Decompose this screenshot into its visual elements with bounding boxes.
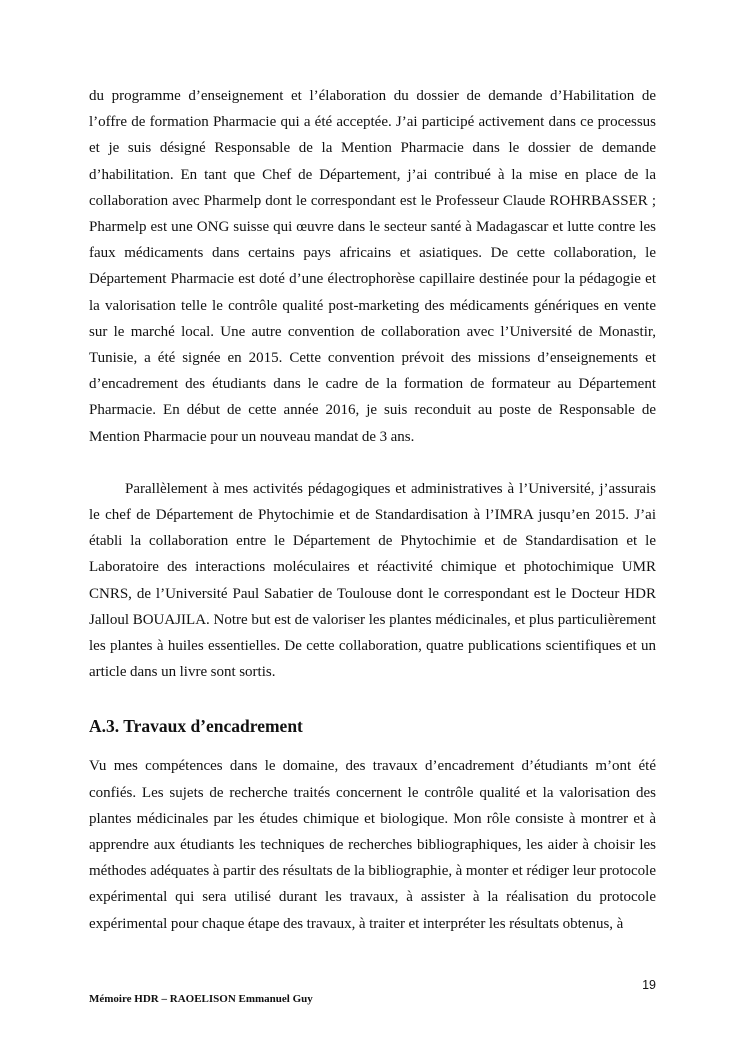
paragraph-pharmacie-collaboration: du programme d’enseignement et l’élaboration du dossier de demande d’Habilitation de l’offre de formation Pharmacie qui a été acceptée. J’ai participé activement dans ce processus et je suis désigné Responsable de la Mention Pharmacie dans le dossier de demande d’habilitation. En tant que Chef de Département, j’ai contribué à la mise en place de la collaboration avec Pharmelp dont le correspondant est le Professeur Claude ROHRBASSER ; Pharmelp est une ONG suisse qui œuvre dans le secteur santé à Madagascar et lutte contre les faux médicaments dans certains pays africains et asiatiques. De cette collaboration, le Département Pharmacie est doté d’une électrophorèse capillaire destinée pour la pédagogie et la valorisation telle le contrôle qualité post-marketing des médicaments génériques en vente sur le marché local. Une autre convention de collaboration avec l’Université de Monastir, Tunisie, a été signée en 2015. Cette convention prévoit des missions d’enseignements et d’encadrement des étudiants dans le cadre de la formation de formateur au Département Pharmacie. En début de cette année 2016, je suis reconduit au poste de Responsable de Mention Pharmacie pour un nouveau mandat de 3 ans.	[89, 88, 656, 445]
footer-title: Mémoire HDR – RAOELISON Emmanuel Guy	[89, 993, 313, 1005]
section-heading: A.3. Travaux d’encadrement	[89, 716, 303, 737]
paragraph-encadrement: Vu mes compétences dans le domaine, des travaux d’encadrement d’étudiants m’ont été confiés. Les sujets de recherche traités concernent le contrôle qualité et la valorisation des plantes médicinales par les études chimique et biologique. Mon rôle consiste à montrer et à apprendre aux étudiants les techniques de recherches bibliographiques, les aider à choisir les méthodes adéquates à partir des résultats de la bibliographie, à monter et rédiger leur protocole expérimental qui sera utilisé durant les travaux, à assister à la réalisation du protocole expérimental pour chaque étape des travaux, à traiter et interpréter les résultats obtenus, à	[89, 758, 656, 932]
page-number: 19	[642, 978, 656, 992]
page-content	[89, 83, 656, 937]
paragraph-phytochimie-collaboration: Parallèlement à mes activités pédagogiques et administratives à l’Université, j’assurais le chef de Département de Phytochimie et de Standardisation à l’IMRA jusqu’en 2015. J’ai établi la collaboration entre le Département de Phytochimie et de Standardisation et le Laboratoire des interactions moléculaires et réactivité chimique et photochimique UMR CNRS, de l’Université Paul Sabatier de Toulouse dont le correspondant est le Docteur HDR Jalloul BOUAJILA. Notre but est de valoriser les plantes médicinales, et plus particulièrement les plantes à huiles essentielles. De cette collaboration, quatre publications scientifiques et un article dans un livre sont sortis.	[89, 480, 656, 681]
paragraph-spacer	[89, 450, 656, 476]
